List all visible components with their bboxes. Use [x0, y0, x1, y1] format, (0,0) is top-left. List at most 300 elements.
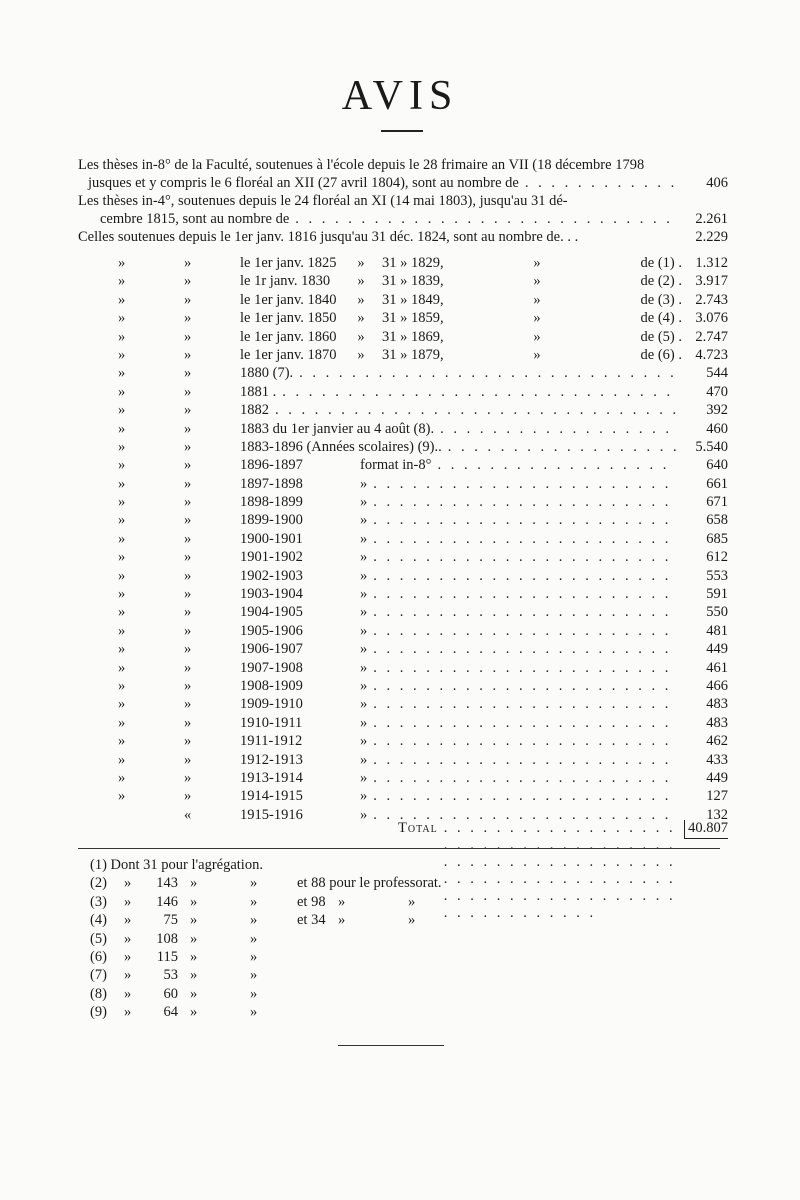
year-label: [240, 622, 682, 640]
footnote-extra: et 88 pour le professorat.: [297, 875, 442, 892]
footnote: [90, 966, 570, 984]
ditto-mark: »: [250, 875, 258, 892]
period-label: [240, 309, 682, 327]
ditto-mark: »: [357, 273, 365, 290]
period-label: [240, 328, 682, 346]
year-text: 1906-1907: [240, 641, 303, 658]
table-row: [78, 530, 728, 548]
format-note: »: [360, 677, 368, 694]
year-text: 1898-1899: [240, 494, 303, 511]
ditto-mark: »: [184, 255, 192, 271]
period-from: le 1r janv. 1830: [240, 273, 331, 290]
table-row: [78, 751, 728, 769]
ditto-mark: »: [184, 475, 192, 492]
ditto-mark: »: [184, 677, 192, 694]
year-label: [240, 438, 682, 456]
row-value: 483: [706, 714, 728, 731]
table-row: [78, 695, 728, 713]
footnote-count: 143: [156, 875, 178, 892]
footnote-count: 115: [156, 948, 178, 965]
period-label: [240, 291, 682, 309]
ditto-mark: »: [250, 930, 258, 947]
format-note: »: [360, 788, 368, 805]
table-row: [78, 291, 728, 309]
leader-dots: [373, 769, 676, 787]
intro-line-3: [78, 192, 728, 210]
table-row: [78, 769, 728, 787]
period-note: de (2) .: [640, 273, 682, 290]
year-label: [240, 769, 682, 787]
year-text: 1913-1914: [240, 769, 303, 786]
format-note: »: [360, 604, 368, 621]
leader-dots: [373, 659, 676, 677]
ditto-mark: »: [184, 769, 192, 786]
ditto-mark: »: [190, 967, 198, 984]
ditto-mark: »: [124, 893, 132, 910]
year-label: [240, 530, 682, 548]
intro-text-2: jusques et y compris le 6 floréal an XII (27 avril 1804), sont au nombre de: [88, 175, 519, 191]
format-note: »: [360, 641, 368, 658]
period-to: 31 » 1829,: [382, 255, 444, 271]
ditto-mark: »: [118, 457, 126, 474]
ditto-mark: »: [533, 255, 541, 271]
table-row: [78, 254, 728, 272]
year-label: [240, 787, 682, 805]
ditto-mark: »: [118, 622, 126, 639]
ditto-mark: »: [184, 641, 192, 658]
leader-dots: [440, 420, 676, 438]
leader-dots: [373, 640, 676, 658]
table-row: [78, 328, 728, 346]
ditto-mark: »: [118, 530, 126, 547]
year-label: [240, 732, 682, 750]
ditto-mark: «: [184, 806, 192, 823]
year-label: [240, 695, 682, 713]
format-note: »: [360, 696, 368, 713]
format-note: »: [360, 659, 368, 676]
intro-line-1: [78, 156, 728, 174]
row-value: 3.917: [695, 273, 728, 290]
ditto-mark: »: [533, 310, 541, 327]
row-value: 658: [706, 512, 728, 529]
ditto-mark: »: [184, 696, 192, 713]
intro-text-4: cembre 1815, sont au nombre de: [100, 211, 290, 227]
table-row: [78, 567, 728, 585]
page-title: AVIS: [341, 73, 459, 119]
year-text: 1901-1902: [240, 549, 303, 566]
format-note: »: [360, 475, 368, 492]
ditto-mark: »: [118, 420, 126, 437]
ditto-mark: »: [250, 967, 258, 984]
table-row: [78, 732, 728, 750]
year-label: [240, 640, 682, 658]
ditto-mark: »: [533, 291, 541, 308]
leader-dots: [373, 751, 676, 769]
ditto-mark: »: [190, 893, 198, 910]
ditto-mark: »: [118, 677, 126, 694]
period-to: 31 » 1839,: [382, 273, 444, 290]
intro-line-4: [78, 210, 728, 228]
ditto-mark: »: [190, 875, 198, 892]
ditto-mark: »: [408, 893, 416, 910]
row-value: 671: [706, 494, 728, 511]
footnote-number: (4): [90, 912, 107, 929]
leader-dots: [437, 456, 676, 474]
row-value: 553: [706, 567, 728, 584]
leader-dots: [373, 475, 676, 493]
ditto-mark: »: [184, 310, 192, 327]
ditto-mark: »: [533, 328, 541, 345]
table-row: [78, 640, 728, 658]
period-from: le 1er janv. 1850: [240, 310, 337, 327]
intro-line-5: [78, 228, 728, 246]
leader-dots: [373, 530, 676, 548]
row-value: 612: [706, 549, 728, 566]
ditto-mark: »: [184, 622, 192, 639]
ditto-mark: »: [118, 346, 126, 363]
year-label: [240, 364, 682, 382]
row-value: 483: [706, 696, 728, 713]
ditto-mark: »: [124, 1004, 132, 1021]
year-text: 1912-1913: [240, 751, 303, 768]
ditto-mark: »: [190, 1004, 198, 1021]
format-note: »: [360, 714, 368, 731]
year-text: 1896-1897: [240, 457, 303, 474]
intro-text-3: Les thèses in-4°, soutenues depuis le 24 floréal an XI (14 mai 1803), jusqu'au 31 dé-: [78, 193, 568, 209]
table-row: [78, 659, 728, 677]
ditto-mark: »: [118, 567, 126, 584]
ditto-mark: »: [118, 788, 126, 805]
ditto-mark: »: [118, 328, 126, 345]
ditto-mark: »: [118, 659, 126, 676]
ditto-mark: »: [118, 604, 126, 621]
row-value: 470: [706, 383, 728, 400]
ditto-mark: »: [184, 530, 192, 547]
period-from: le 1er janv. 1860: [240, 328, 337, 345]
format-note: »: [360, 586, 368, 603]
table-row: [78, 585, 728, 603]
footnote-text: (1) Dont 31 pour l'agrégation.: [90, 857, 263, 873]
table-row: [78, 364, 728, 382]
leader-dots: [373, 511, 676, 529]
row-value: 544: [706, 365, 728, 382]
footnote-count: 64: [163, 1004, 178, 1021]
year-label: [240, 714, 682, 732]
ditto-mark: »: [118, 383, 126, 400]
ditto-mark: »: [118, 291, 126, 308]
table-row: [78, 622, 728, 640]
period-note: de (3) .: [640, 291, 682, 308]
footnotes: [90, 856, 570, 1022]
ditto-mark: »: [250, 893, 258, 910]
ditto-mark: »: [357, 255, 365, 271]
ditto-mark: »: [118, 475, 126, 492]
ditto-mark: »: [118, 273, 126, 290]
year-text: 1881 .: [240, 383, 277, 400]
year-label: [240, 420, 682, 438]
year-text: 1900-1901: [240, 530, 303, 547]
year-text: 1905-1906: [240, 622, 303, 639]
period-note: de (5) .: [640, 328, 682, 345]
footnote-number: (3): [90, 893, 107, 910]
footnote: [90, 930, 570, 948]
row-value: 1.312: [695, 255, 728, 271]
ditto-mark: »: [184, 494, 192, 511]
leader-dots: [299, 364, 676, 382]
ditto-mark: »: [184, 346, 192, 363]
ditto-mark: »: [118, 365, 126, 382]
row-value: 2.743: [695, 291, 728, 308]
year-label: [240, 511, 682, 529]
year-label: [240, 585, 682, 603]
footnote: [90, 985, 570, 1003]
format-note: »: [360, 494, 368, 511]
table-row: [78, 493, 728, 511]
ditto-mark: »: [118, 769, 126, 786]
format-note: »: [360, 530, 368, 547]
row-value: 4.723: [695, 346, 728, 363]
table-row: [78, 787, 728, 805]
footnote: [90, 874, 570, 892]
footnote-count: 146: [156, 893, 178, 910]
format-note: »: [360, 549, 368, 566]
row-value: 550: [706, 604, 728, 621]
ditto-mark: »: [118, 751, 126, 768]
ditto-mark: »: [184, 438, 192, 455]
period-to: 31 » 1859,: [382, 310, 444, 327]
leader-dots: [373, 695, 676, 713]
row-value: 449: [706, 641, 728, 658]
leader-dots: [373, 622, 676, 640]
year-label: [240, 677, 682, 695]
ditto-mark: »: [184, 402, 192, 419]
title-rule: [381, 130, 423, 132]
ditto-mark: »: [184, 586, 192, 603]
period-from: le 1er janv. 1825: [240, 255, 337, 271]
year-label: [240, 475, 682, 493]
leader-dots: [373, 714, 676, 732]
footnote-count: 75: [163, 912, 178, 929]
row-value: 3.076: [695, 310, 728, 327]
ditto-mark: »: [118, 549, 126, 566]
ditto-mark: »: [338, 912, 346, 929]
format-note: »: [360, 751, 368, 768]
ditto-mark: »: [124, 967, 132, 984]
year-text: 1899-1900: [240, 512, 303, 529]
intro-value-5: 2.229: [695, 229, 728, 245]
year-text: 1904-1905: [240, 604, 303, 621]
ditto-mark: »: [124, 875, 132, 892]
ditto-mark: »: [118, 255, 126, 271]
footnote-count: 53: [163, 967, 178, 984]
year-text: 1907-1908: [240, 659, 303, 676]
period-to: 31 » 1879,: [382, 346, 444, 363]
year-text: 1880 (7).: [240, 365, 294, 382]
ditto-mark: »: [184, 328, 192, 345]
year-text: 1902-1903: [240, 567, 303, 584]
leader-dots: [373, 732, 676, 750]
intro-text-5: Celles soutenues depuis le 1er janv. 1816 jusqu'au 31 déc. 1824, sont au nombre de. . .: [78, 229, 579, 245]
ditto-mark: »: [184, 273, 192, 290]
ditto-mark: »: [357, 346, 365, 363]
ditto-mark: »: [124, 948, 132, 965]
footnote: [90, 856, 570, 874]
row-value: 2.747: [695, 328, 728, 345]
total-value: 40.807: [684, 820, 728, 839]
period-to: 31 » 1869,: [382, 328, 444, 345]
row-value: 127: [706, 788, 728, 805]
table-row: [78, 401, 728, 419]
ditto-mark: »: [250, 948, 258, 965]
ditto-mark: »: [190, 930, 198, 947]
year-label: [240, 401, 682, 419]
footnote-extra: et 98: [297, 893, 326, 910]
year-label: [240, 567, 682, 585]
ditto-mark: »: [118, 714, 126, 731]
leader-dots: [373, 567, 676, 585]
ditto-mark: »: [184, 549, 192, 566]
row-value: 661: [706, 475, 728, 492]
ditto-mark: »: [184, 604, 192, 621]
year-text: 1882: [240, 402, 269, 419]
period-from: le 1er janv. 1840: [240, 291, 337, 308]
period-label: [240, 346, 682, 364]
ditto-mark: »: [184, 751, 192, 768]
period-label: [240, 254, 682, 272]
row-value: 640: [706, 457, 728, 474]
year-label: [240, 751, 682, 769]
ditto-mark: »: [118, 402, 126, 419]
ditto-mark: »: [118, 512, 126, 529]
leader-dots: [448, 438, 676, 456]
leader-dots: [373, 603, 676, 621]
row-value: 392: [706, 402, 728, 419]
footnote-number: (2): [90, 875, 107, 892]
leader-dots: [373, 548, 676, 566]
ditto-mark: »: [118, 494, 126, 511]
ditto-mark: »: [190, 948, 198, 965]
ditto-mark: »: [118, 641, 126, 658]
ditto-mark: »: [250, 1004, 258, 1021]
ditto-mark: »: [357, 291, 365, 308]
leader-dots: [282, 383, 676, 401]
table-row: [78, 346, 728, 364]
leader-dots: [373, 787, 676, 805]
footnote-number: (7): [90, 967, 107, 984]
leader-dots: [373, 585, 676, 603]
year-label: [240, 493, 682, 511]
leader-dots: [295, 210, 680, 228]
year-label: [240, 383, 682, 401]
ditto-mark: »: [338, 893, 346, 910]
year-text: 1883 du 1er janvier au 4 août (8).: [240, 420, 435, 437]
table-row: [78, 714, 728, 732]
ditto-mark: »: [118, 438, 126, 455]
table-row: [78, 438, 728, 456]
row-value: 461: [706, 659, 728, 676]
ditto-mark: »: [190, 912, 198, 929]
table-row: [78, 383, 728, 401]
footnote: [90, 948, 570, 966]
ditto-mark: »: [357, 310, 365, 327]
total-label: Total: [398, 820, 438, 836]
row-value: 5.540: [695, 438, 728, 455]
ditto-mark: »: [184, 659, 192, 676]
footnote-count: 60: [163, 985, 178, 1002]
leader-dots: [525, 174, 680, 192]
format-note: »: [360, 769, 368, 786]
ditto-mark: »: [184, 567, 192, 584]
ditto-mark: »: [118, 310, 126, 327]
ditto-mark: »: [533, 273, 541, 290]
table-row: [78, 420, 728, 438]
table-row: [78, 548, 728, 566]
format-note: »: [360, 512, 368, 529]
table-row: [78, 456, 728, 474]
format-note: »: [360, 806, 368, 823]
format-note: format in-8°: [360, 457, 432, 474]
period-note: de (6) .: [640, 346, 682, 363]
footnote: [90, 911, 570, 929]
thesis-count-table: [78, 254, 728, 824]
table-row: [78, 603, 728, 621]
ditto-mark: »: [184, 365, 192, 382]
row-value: 449: [706, 769, 728, 786]
footnote-number: (8): [90, 985, 107, 1002]
table-row: [78, 272, 728, 290]
row-value: 433: [706, 751, 728, 768]
year-text: 1915-1916: [240, 806, 303, 823]
ditto-mark: »: [184, 457, 192, 474]
table-row: [78, 309, 728, 327]
intro-value-4: 2.261: [695, 211, 728, 227]
year-text: 1910-1911: [240, 714, 303, 731]
ditto-mark: »: [184, 733, 192, 750]
year-text: 1909-1910: [240, 696, 303, 713]
ditto-mark: »: [184, 291, 192, 308]
row-value: 132: [706, 806, 728, 823]
ditto-mark: »: [533, 346, 541, 363]
ditto-mark: »: [118, 733, 126, 750]
period-note: de (1) .: [640, 255, 682, 271]
ditto-mark: »: [118, 696, 126, 713]
format-note: »: [360, 733, 368, 750]
row-value: 462: [706, 733, 728, 750]
ditto-mark: »: [408, 912, 416, 929]
table-row: [78, 511, 728, 529]
end-rule: [338, 1045, 444, 1046]
year-text: 1914-1915: [240, 788, 303, 805]
format-note: »: [360, 567, 368, 584]
row-value: 481: [706, 622, 728, 639]
footnote-number: (6): [90, 948, 107, 965]
period-note: de (4) .: [640, 310, 682, 327]
ditto-mark: »: [184, 788, 192, 805]
year-label: [240, 548, 682, 566]
table-row: [78, 475, 728, 493]
footnote-extra: et 34: [297, 912, 326, 929]
ditto-mark: »: [250, 985, 258, 1002]
ditto-mark: »: [184, 714, 192, 731]
ditto-mark: »: [184, 383, 192, 400]
footnote: [90, 1003, 570, 1021]
ditto-mark: »: [118, 586, 126, 603]
row-value: 591: [706, 586, 728, 603]
year-text: 1883-1896 (Années scolaires) (9)..: [240, 438, 442, 455]
leader-dots: [373, 677, 676, 695]
year-text: 1897-1898: [240, 475, 303, 492]
year-label: [240, 603, 682, 621]
